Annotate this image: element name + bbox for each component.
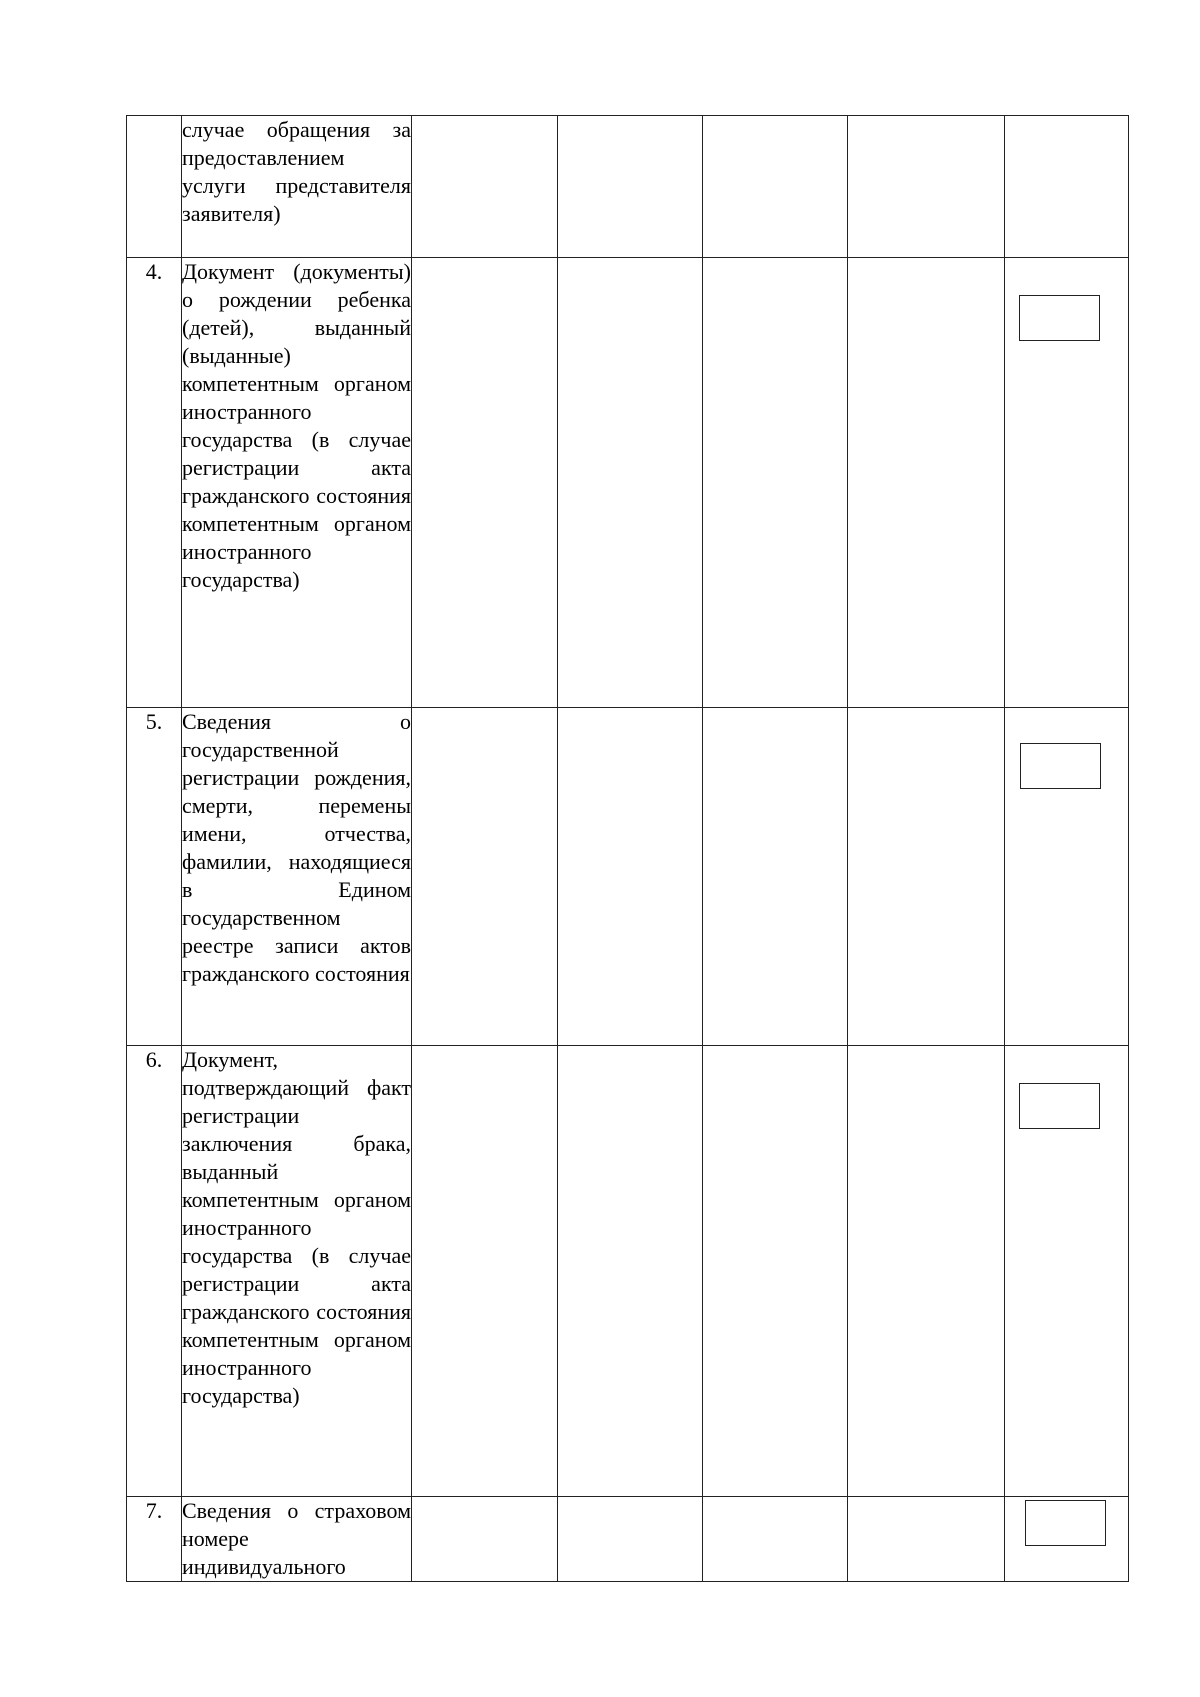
document-table bbox=[126, 115, 1129, 1582]
row-number: 4. bbox=[127, 258, 182, 708]
document-checkbox[interactable] bbox=[1019, 295, 1100, 341]
empty-cell bbox=[412, 1497, 558, 1582]
empty-cell bbox=[558, 708, 703, 1046]
empty-cell bbox=[703, 258, 848, 708]
empty-cell bbox=[703, 1497, 848, 1582]
empty-cell bbox=[558, 258, 703, 708]
row-number: 5. bbox=[127, 708, 182, 1046]
checkbox-cell bbox=[1005, 708, 1129, 1046]
table-row bbox=[127, 258, 1129, 708]
document-checkbox[interactable] bbox=[1025, 1500, 1106, 1546]
document-description: Сведения о государственной регистрации рождения, смерти, перемены имени, отчества, фамилии, находящиеся в Едином государственном реестре записи актов гражданского состояния bbox=[182, 708, 412, 1046]
empty-cell bbox=[848, 258, 1005, 708]
row-number: 6. bbox=[127, 1046, 182, 1497]
checkbox-cell bbox=[1005, 258, 1129, 708]
empty-cell bbox=[848, 116, 1005, 258]
empty-cell bbox=[703, 1046, 848, 1497]
document-description: Документ, подтверждающий факт регистрации заключения брака, выданный компетентным органом иностранного государства (в случае регистрации акта гражданского состояния компетентным органом иностранного государства) bbox=[182, 1046, 412, 1497]
table-row bbox=[127, 1497, 1129, 1582]
table-row bbox=[127, 116, 1129, 258]
empty-cell bbox=[848, 1046, 1005, 1497]
row-number bbox=[127, 116, 182, 258]
empty-cell bbox=[412, 1046, 558, 1497]
empty-cell bbox=[703, 116, 848, 258]
empty-cell bbox=[412, 258, 558, 708]
empty-cell bbox=[412, 708, 558, 1046]
row-number: 7. bbox=[127, 1497, 182, 1582]
document-checkbox[interactable] bbox=[1019, 1083, 1100, 1129]
table-row bbox=[127, 708, 1129, 1046]
empty-cell bbox=[703, 708, 848, 1046]
document-description: Документ (документы) о рождении ребенка (детей), выданный (выданные) компетентным органом иностранного государства (в случае регистрации акта гражданского состояния компетентным органом иностранного государства) bbox=[182, 258, 412, 708]
empty-cell bbox=[848, 708, 1005, 1046]
checkbox-cell bbox=[1005, 116, 1129, 258]
empty-cell bbox=[558, 1046, 703, 1497]
empty-cell bbox=[412, 116, 558, 258]
checkbox-cell bbox=[1005, 1497, 1129, 1582]
document-checkbox[interactable] bbox=[1020, 743, 1101, 789]
empty-cell bbox=[558, 116, 703, 258]
table-row bbox=[127, 1046, 1129, 1497]
document-description: случае обращения за предоставлением услуги представителя заявителя) bbox=[182, 116, 412, 258]
empty-cell bbox=[848, 1497, 1005, 1582]
empty-cell bbox=[558, 1497, 703, 1582]
checkbox-cell bbox=[1005, 1046, 1129, 1497]
document-description: Сведения о страховом номере индивидуального bbox=[182, 1497, 412, 1582]
